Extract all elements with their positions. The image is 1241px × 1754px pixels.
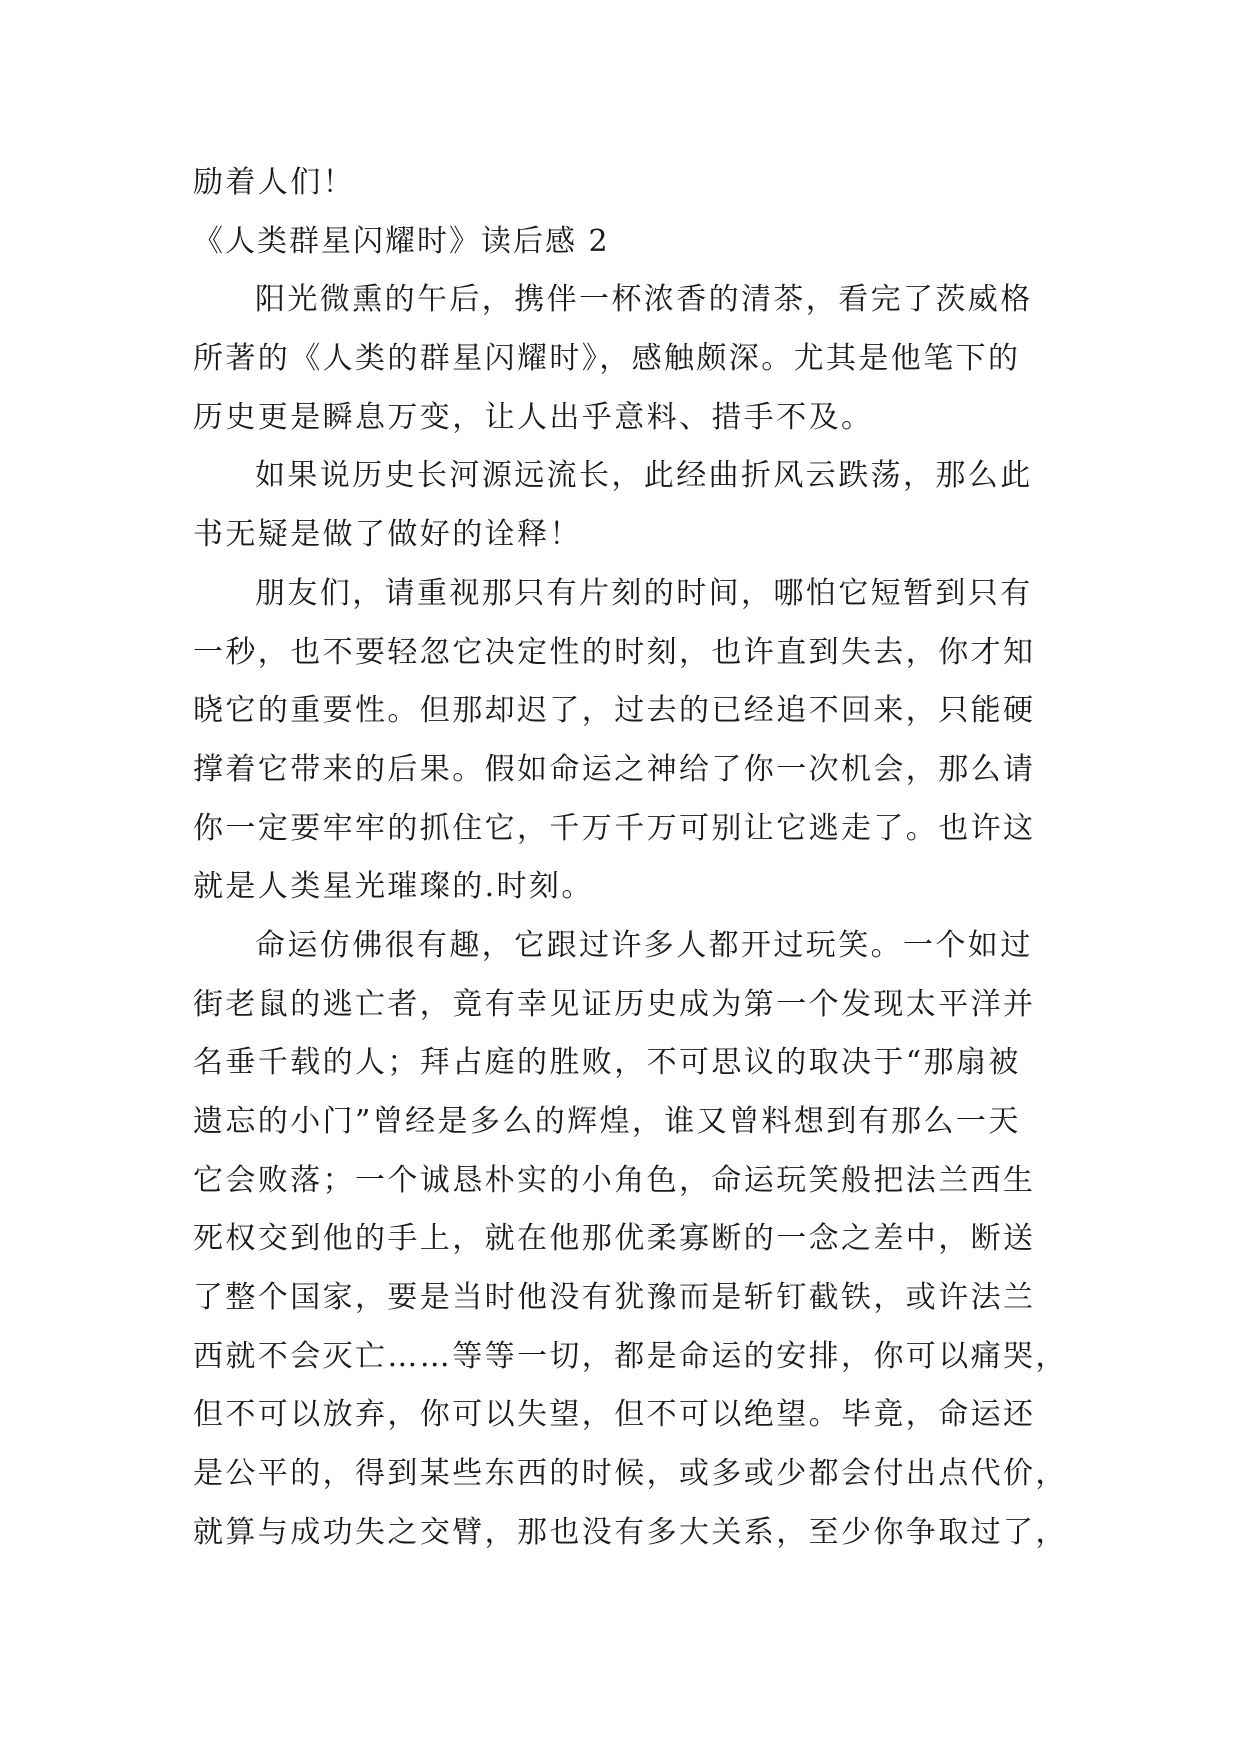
document-body — [193, 154, 1068, 1563]
paragraph-line: 但不可以放弃，你可以失望，但不可以绝望。毕竟，命运还 — [193, 1397, 1036, 1433]
paragraph-line: 就是人类星光璀璨的.时刻。 — [193, 869, 594, 905]
paragraph-line: 了整个国家，要是当时他没有犹豫而是斩钉截铁，或许法兰 — [193, 1280, 1036, 1316]
paragraph-line: 街老鼠的逃亡者，竟有幸见证历史成为第一个发现太平洋并 — [193, 986, 1036, 1022]
paragraph-line: 书无疑是做了做好的诠释！ — [193, 517, 582, 553]
paragraph-line: 它会败落；一个诚恳朴实的小角色，命运玩笑般把法兰西生 — [193, 1162, 1036, 1198]
paragraph-line: 阳光微熏的午后，携伴一杯浓香的清茶，看完了茨威格 — [255, 282, 1033, 318]
paragraph-line: 如果说历史长河源远流长，此经曲折风云跌荡，那么此 — [255, 458, 1033, 494]
section-title: 《人类群星闪耀时》读后感 2 — [193, 223, 610, 259]
paragraph-line: 名垂千载的人；拜占庭的胜败，不可思议的取决于“那扇被 — [193, 1045, 1021, 1081]
paragraph-line: 一秒，也不要轻忽它决定性的时刻，也许直到失去，你才知 — [193, 634, 1036, 670]
paragraph-line: 就算与成功失之交臂，那也没有多大关系，至少你争取过了， — [193, 1514, 1068, 1550]
paragraph-line: 历史更是瞬息万变，让人出乎意料、措手不及。 — [193, 399, 874, 435]
text-line: 励着人们！ — [193, 165, 355, 200]
paragraph-line: 朋友们，请重视那只有片刻的时间，哪怕它短暂到只有 — [255, 575, 1033, 611]
paragraph-line: 撑着它带来的后果。假如命运之神给了你一次机会，那么请 — [193, 751, 1036, 787]
paragraph-line: 死权交到他的手上，就在他那优柔寡断的一念之差中，断送 — [193, 1221, 1036, 1257]
paragraph-line: 遗忘的小门”曾经是多么的辉煌，谁又曾料想到有那么一天 — [193, 1104, 1021, 1139]
paragraph-line: 晓它的重要性。但那却迟了，过去的已经追不回来，只能硬 — [193, 693, 1036, 729]
paragraph-line: 命运仿佛很有趣，它跟过许多人都开过玩笑。一个如过 — [255, 927, 1033, 963]
paragraph-line: 你一定要牢牢的抓住它，千万千万可别让它逃走了。也许这 — [193, 810, 1036, 846]
paragraph-line: 西就不会灭亡……等等一切，都是命运的安排，你可以痛哭， — [193, 1338, 1068, 1374]
paragraph-line: 是公平的，得到某些东西的时候，或多或少都会付出点代价， — [193, 1456, 1068, 1492]
paragraph-line: 所著的《人类的群星闪耀时》，感触颇深。尤其是他笔下的 — [193, 341, 1021, 377]
